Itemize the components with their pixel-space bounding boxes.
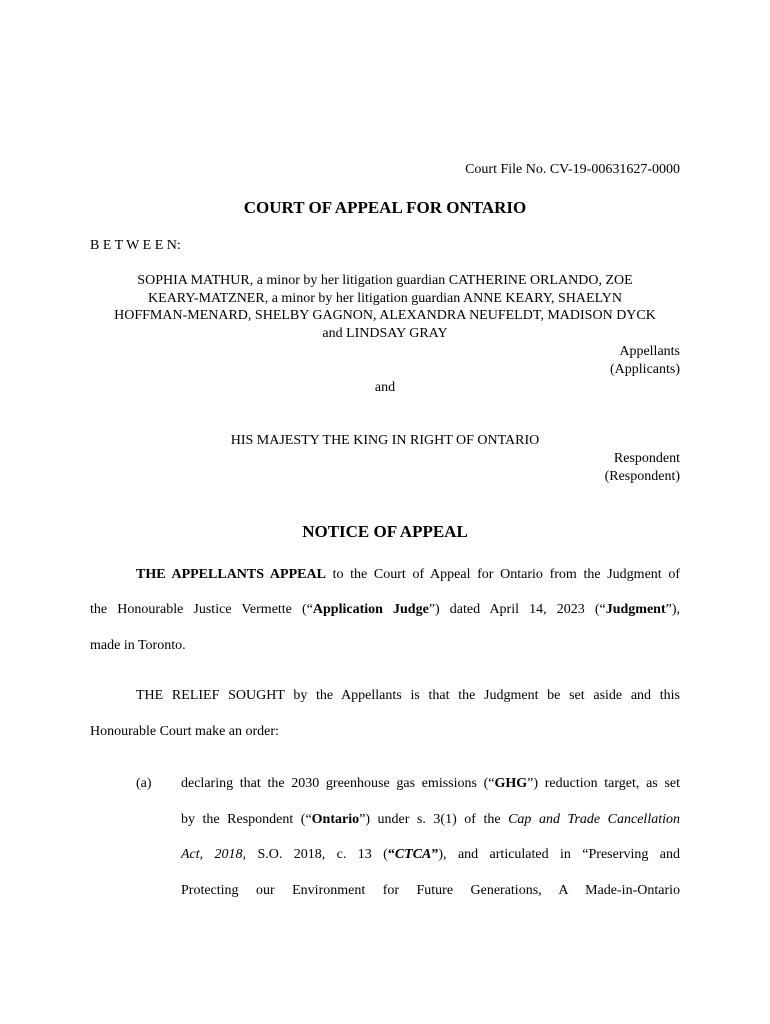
and-separator: and [374,380,396,395]
appellant-names-line-3: HOFFMAN-MENARD, SHELBY GAGNON, ALEXANDRA NEUFELDT, MADISON DYCK [114,308,656,323]
para1-line-2: the Honourable Justice Vermette (“Application Judge”) dated April 14, 2023 (“Judgment”), [90,602,680,617]
para2-line-1: THE RELIEF SOUGHT by the Appellants is that the Judgment be set aside and this [136,688,680,703]
between-label: B E T W E E N: [90,238,181,253]
item-a-line-3: Act, 2018, S.O. 2018, c. 13 (“CTCA”), and articulated in “Preserving and [181,847,681,862]
respondent-role-below: (Respondent) [604,469,680,484]
respondent-name: HIS MAJESTY THE KING IN RIGHT OF ONTARIO [230,433,540,448]
appellants-appeal-lead: THE APPELLANTS APPEAL [136,567,326,582]
para2-line-2: Honourable Court make an order: [90,724,279,739]
item-a-marker: (a) [136,776,152,791]
para1-line-3: made in Toronto. [90,638,186,653]
court-title: COURT OF APPEAL FOR ONTARIO [243,198,527,217]
appellants-role: Appellants [619,344,680,359]
appellant-names-line-2: KEARY-MATZNER, a minor by her litigation guardian ANNE KEARY, SHAELYN [148,291,622,306]
respondent-role: Respondent [613,451,680,466]
court-file-number: Court File No. CV-19-00631627-0000 [465,162,680,177]
applicants-role: (Applicants) [610,362,680,377]
appellant-names-line-4: and LINDSAY GRAY [322,326,448,341]
appellant-names-line-1: SOPHIA MATHUR, a minor by her litigation guardian CATHERINE ORLANDO, ZOE [137,273,633,288]
item-a-line-1: declaring that the 2030 greenhouse gas emissions (“GHG”) reduction target, as set [181,776,680,791]
notice-title: NOTICE OF APPEAL [302,522,468,541]
item-a-line-4: Protecting our Environment for Future Generations, A Made-in-Ontario [181,883,680,898]
item-a-line-2: by the Respondent (“Ontario”) under s. 3(1) of the Cap and Trade Cancellation [181,812,680,827]
para1-line-1: THE APPELLANTS APPEAL to the Court of Appeal for Ontario from the Judgment of [136,567,680,582]
